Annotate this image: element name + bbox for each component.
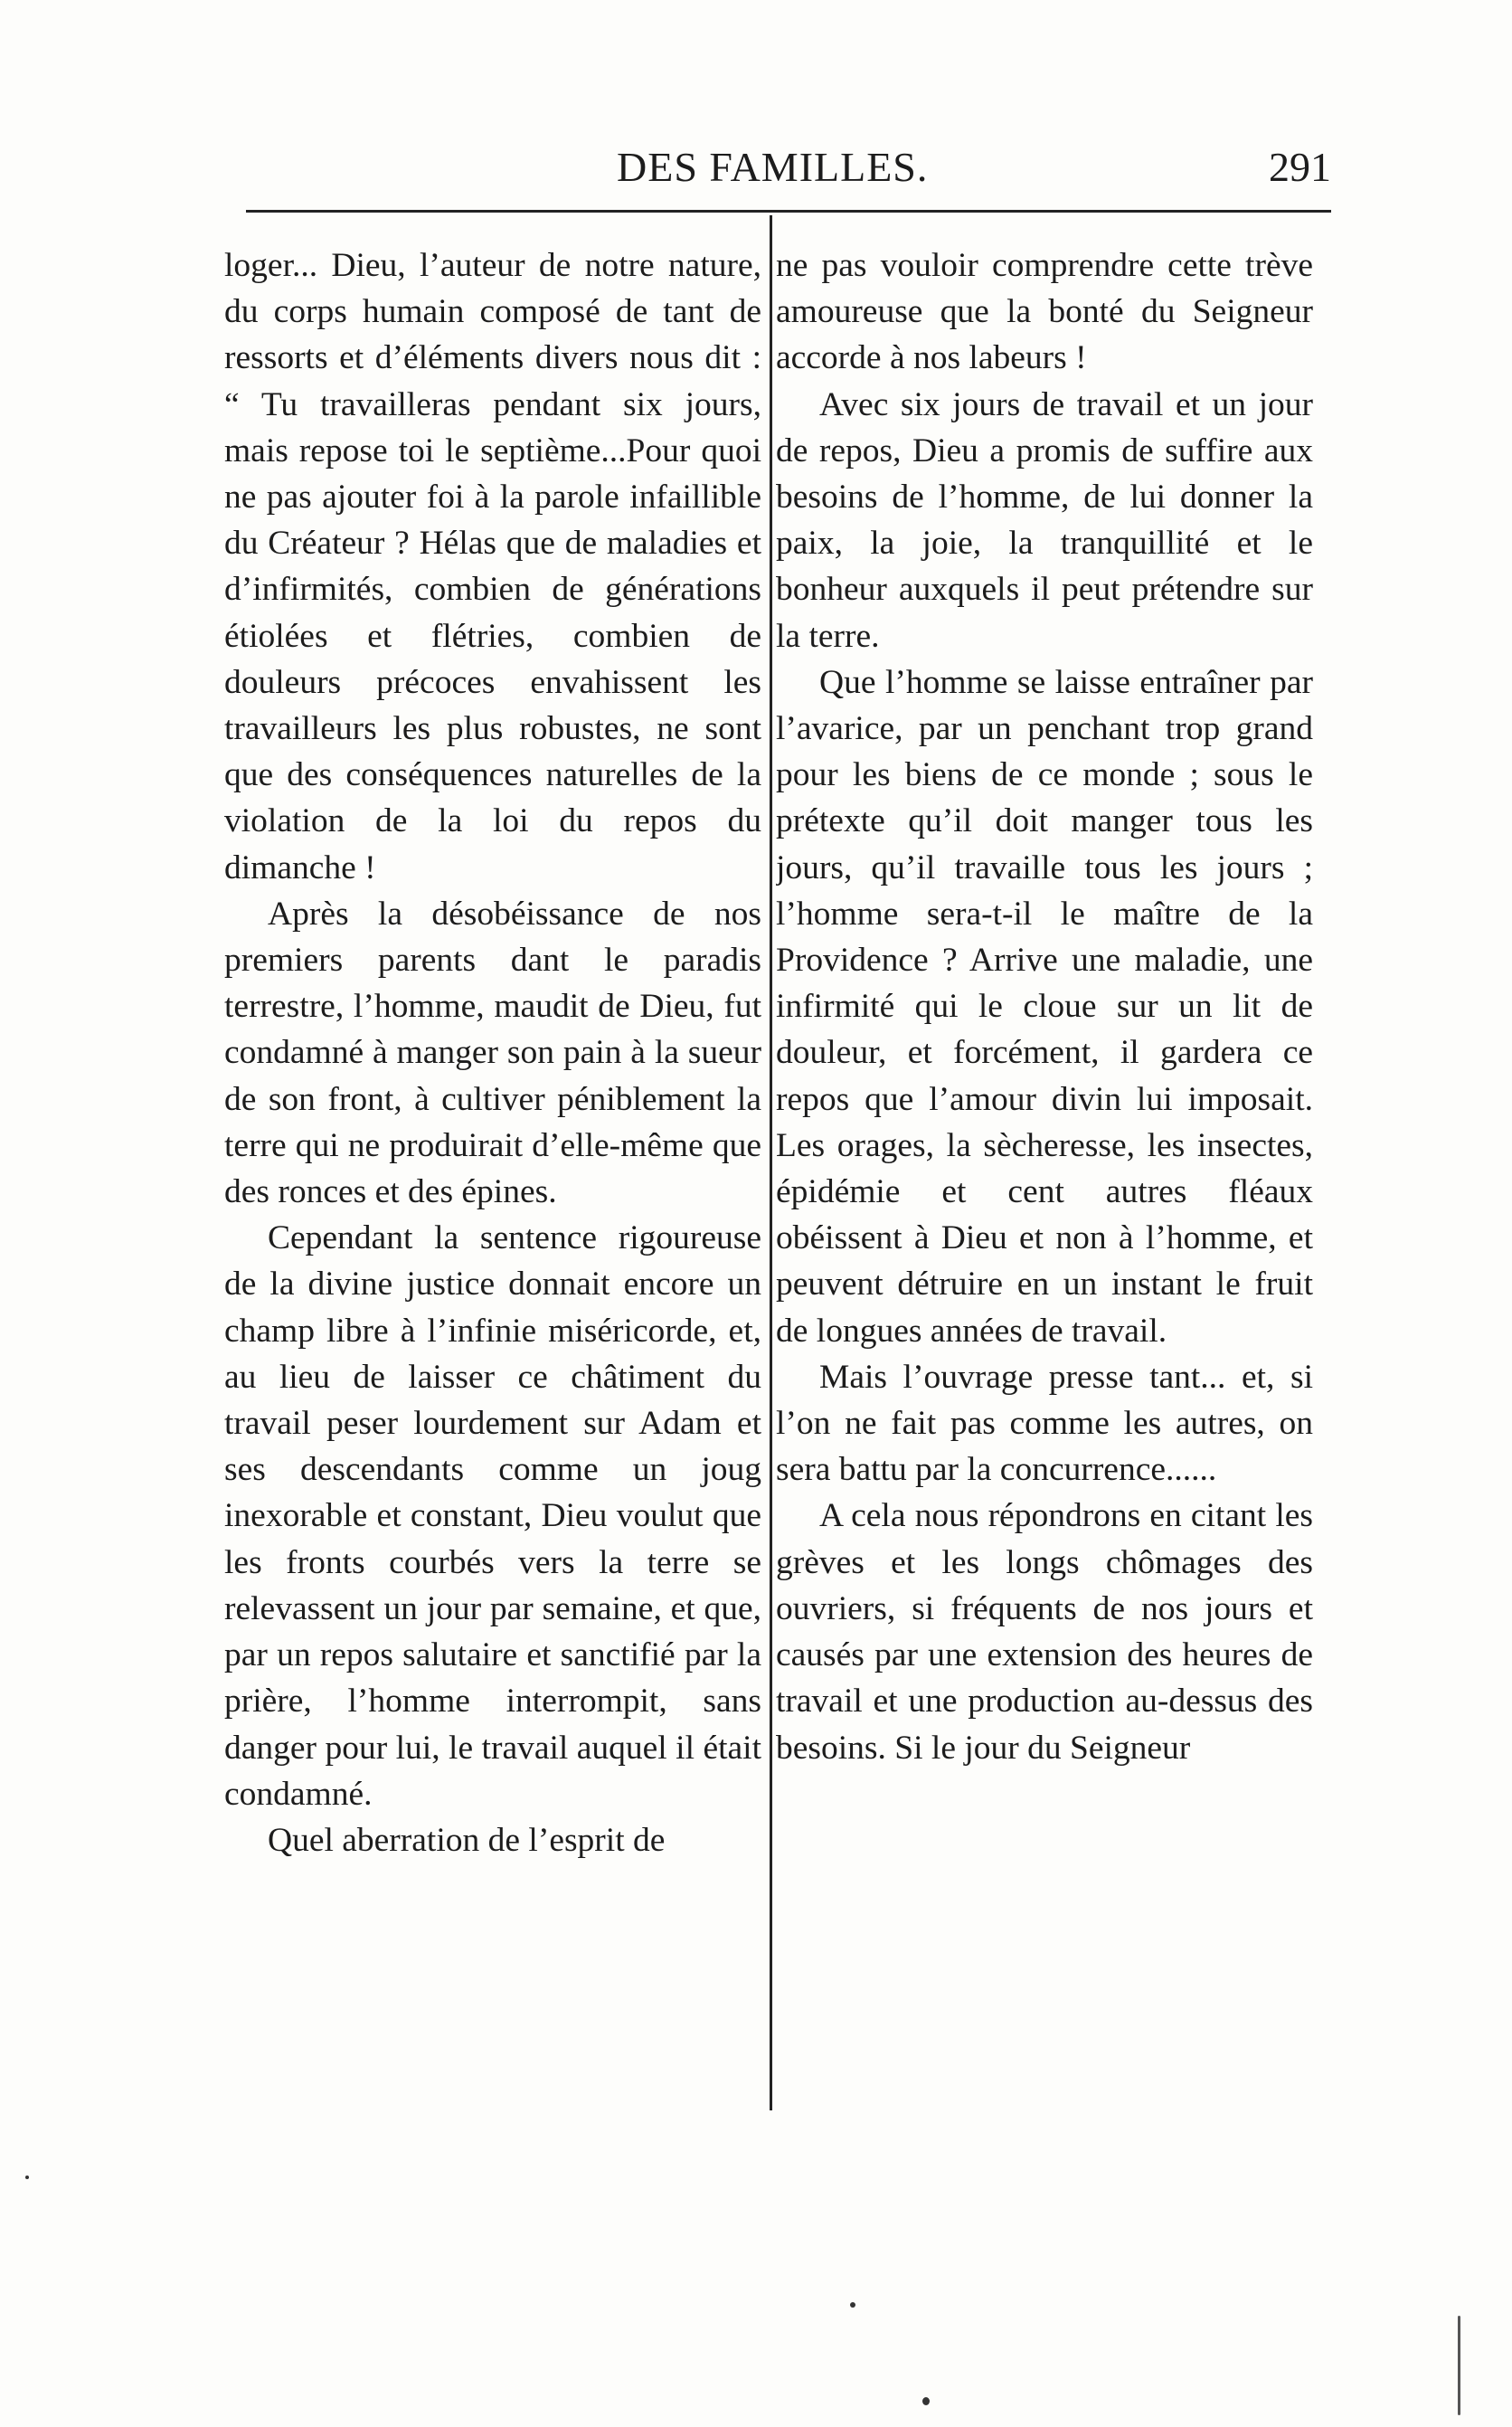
- paragraph: A cela nous répondrons en citant les grèves et les longs chômages des ouvriers, si fréquents de nos jours et causés par une extension des heures de travail et une production au-dessus des besoins. Si le jour du Seigneur: [776, 1497, 1313, 1767]
- paragraph: Avec six jours de travail et un jour de repos, Dieu a promis de suffire aux besoins de l’homme, de lui donner la paix, la joie, la tranquillité et le bonheur auxquels il peut prétendre sur la terre.: [776, 385, 1313, 655]
- paragraph: ne pas vouloir comprendre cette trève amoureuse que la bonté du Seigneur accorde à nos labeurs !: [776, 247, 1313, 377]
- running-head: DES FAMILLES.: [617, 144, 929, 190]
- paragraph: Que l’homme se laisse entraîner par l’avarice, par un penchant trop grand pour les biens de ce monde ; sous le prétexte qu’il doit manger tous les jours, qu’il travaille tous les jours ; l’homme sera-t-il le maître de la Providence ? Arrive une maladie, une infirmité qui le cloue sur un lit de douleur, et forcément, il gardera ce repos que l’amour divin lui imposait. Les orages, la sècheresse, les insectes, épidémie et cent autres fléaux obéissent à Dieu et non à l’homme, et peuvent détruire en un instant le fruit de longues années de travail.: [776, 663, 1313, 1350]
- page-header: [246, 143, 1331, 197]
- paragraph: Mais l’ouvrage presse tant... et, si l’on ne fait pas comme les autres, on sera battu par la concurrence......: [776, 1358, 1313, 1489]
- paragraph: Cependant la sentence rigoureuse de la divine justice donnait encore un champ libre à l’infinie miséricorde, et, au lieu de laisser ce châtiment du travail peser lourdement sur Adam et ses descendants comme un joug inexorable et constant, Dieu voulut que les fronts courbés vers la terre se relevassent un jour par semaine, et que, par un repos salutaire et sanctifié par la prière, l’homme interrompit, sans danger pour lui, le travail auquel il était condamné.: [224, 1219, 761, 1813]
- ink-speck: [922, 2397, 930, 2405]
- page-number: 291: [1269, 144, 1331, 190]
- header-rule: [246, 210, 1331, 213]
- paragraph: loger... Dieu, l’auteur de notre nature, du corps humain composé de tant de ressorts et d’éléments divers nous dit : “ Tu travailleras pendant six jours, mais repose toi le septième...Pour quoi ne pas ajouter foi à la parole infaillible du Créateur ? Hélas que de maladies et d’infirmités, combien de générations étiolées et flétries, combien de douleurs précoces envahissent les travailleurs les plus robustes, ne sont que des conséquences naturelles de la violation de la loi du repos du dimanche !: [224, 247, 761, 886]
- left-column: [224, 242, 761, 2097]
- ink-speck: [850, 2302, 855, 2308]
- right-column: [776, 242, 1313, 2097]
- ink-speck: [25, 2176, 29, 2179]
- ink-speck: [1458, 2316, 1460, 2415]
- paragraph: Après la désobéissance de nos premiers parents dant le paradis terrestre, l’homme, maudit de Dieu, fut condamné à manger son pain à la sueur de son front, à cultiver péniblement la terre qui ne produirait d’elle-même que des ronces et des épines.: [224, 895, 761, 1211]
- paragraph: Quel aberration de l’esprit de: [268, 1821, 666, 1859]
- column-divider: [770, 215, 772, 2110]
